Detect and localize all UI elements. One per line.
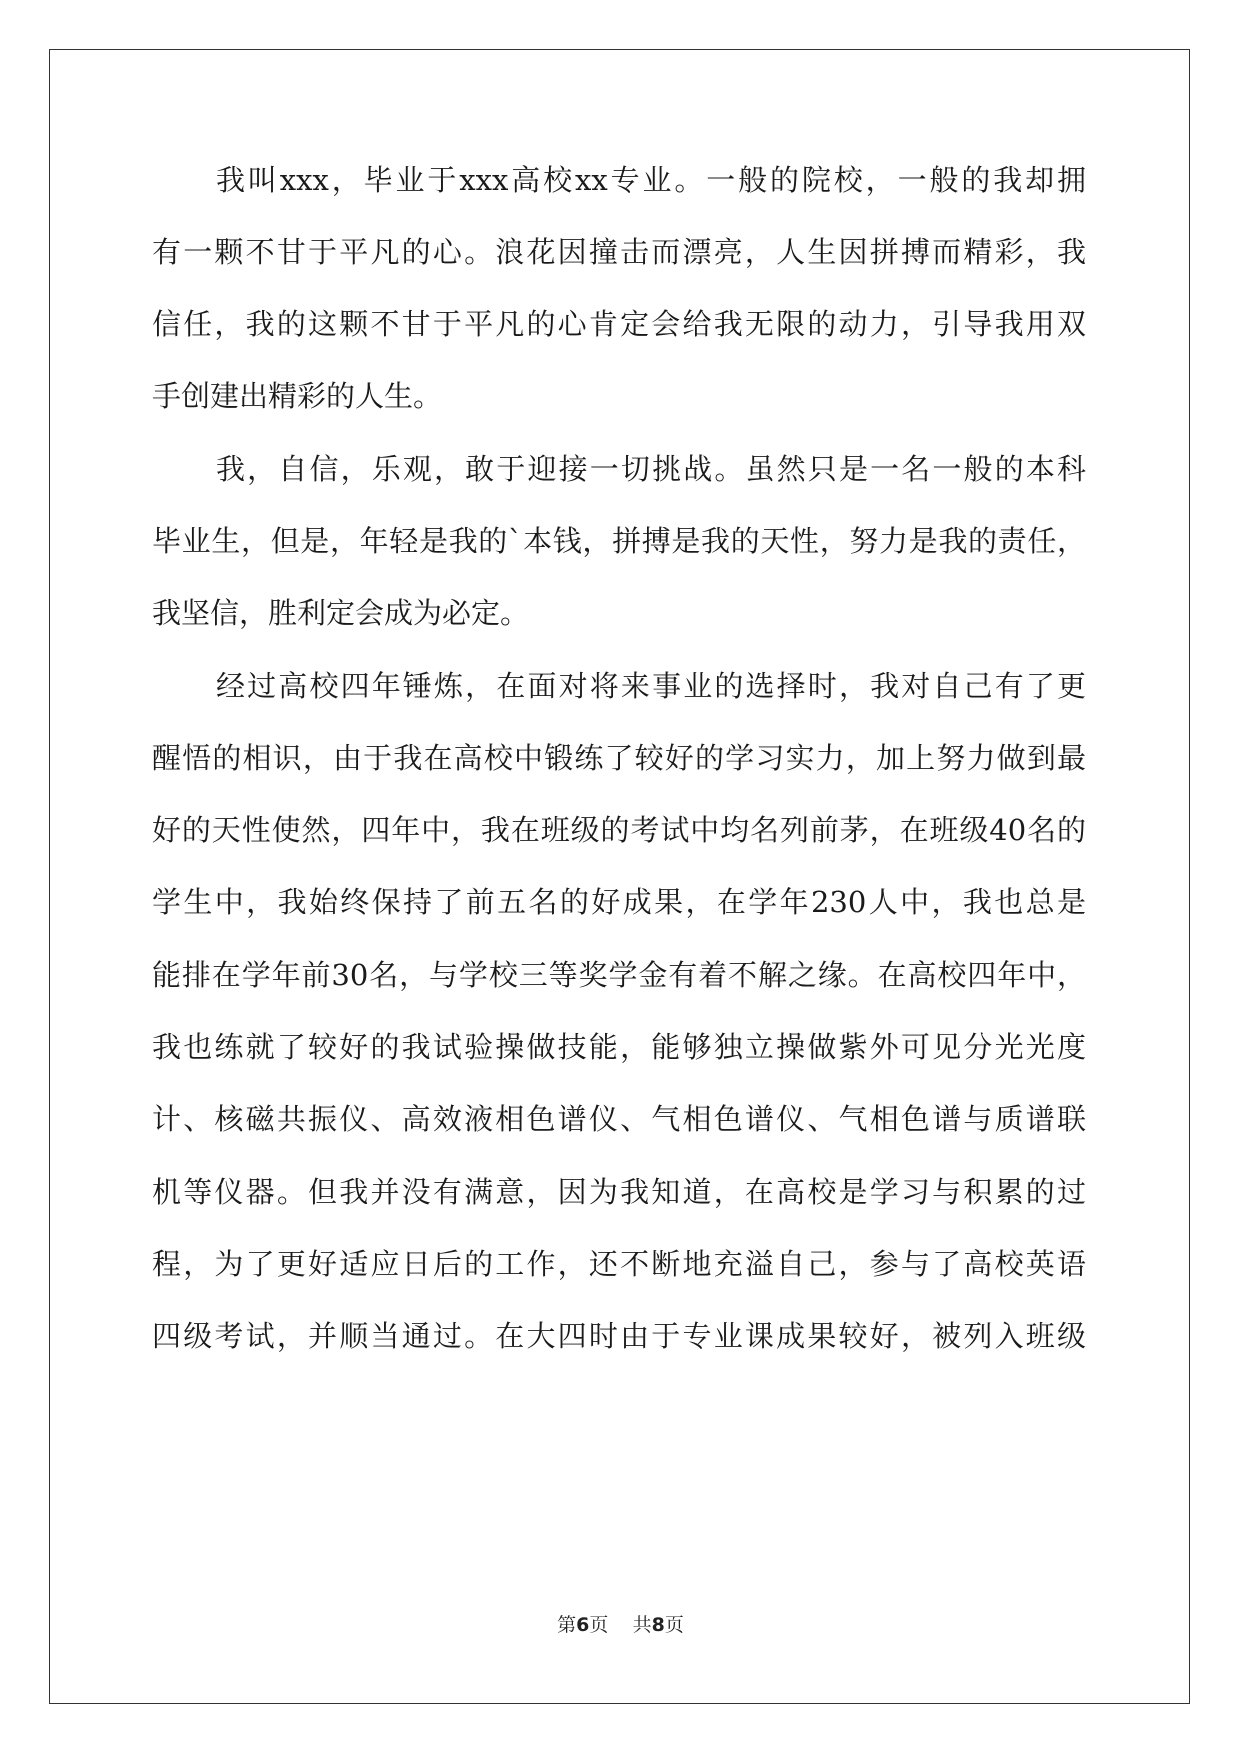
footer-total-pages: 8 bbox=[651, 1614, 665, 1636]
paragraph-1-line-1: 我叫xxx，毕业于xxx高校xx专业。一般的院校，一般的我却拥 bbox=[216, 163, 1086, 197]
footer-page-number: 6 bbox=[576, 1614, 590, 1636]
paragraph-3-line-2: 醒悟的相识，由于我在高校中锻练了较好的学习实力，加上努力做到最 bbox=[152, 741, 1086, 775]
paragraph-3-line-10: 四级考试，并顺当通过。在大四时由于专业课成果较好，被列入班级 bbox=[152, 1319, 1086, 1353]
footer-page-suffix: 页 bbox=[589, 1614, 609, 1636]
paragraph-1-line-4: 手创建出精彩的人生。 bbox=[152, 379, 443, 413]
page-footer bbox=[0, 1613, 1241, 1637]
page-border bbox=[49, 49, 1190, 1704]
paragraph-2-line-3: 我坚信，胜利定会成为必定。 bbox=[152, 596, 530, 630]
paragraph-3-line-1: 经过高校四年锤炼，在面对将来事业的选择时，我对自己有了更 bbox=[216, 669, 1086, 703]
paragraph-3-line-9: 程，为了更好适应日后的工作，还不断地充溢自己，参与了高校英语 bbox=[152, 1247, 1086, 1281]
footer-page-prefix: 第 bbox=[557, 1614, 577, 1636]
paragraph-3-line-6: 我也练就了较好的我试验操做技能，能够独立操做紫外可见分光光度 bbox=[152, 1030, 1086, 1064]
paragraph-2-line-1: 我，自信，乐观，敢于迎接一切挑战。虽然只是一名一般的本科 bbox=[216, 452, 1086, 486]
paragraph-3-line-4: 学生中，我始终保持了前五名的好成果，在学年230人中，我也总是 bbox=[152, 885, 1086, 919]
footer-total-suffix: 页 bbox=[664, 1614, 684, 1636]
paragraph-3-line-3: 好的天性使然，四年中，我在班级的考试中均名列前茅，在班级40名的 bbox=[152, 813, 1086, 847]
paragraph-3-line-7: 计、核磁共振仪、高效液相色谱仪、气相色谱仪、气相色谱与质谱联 bbox=[152, 1102, 1086, 1136]
paragraph-1-line-2: 有一颗不甘于平凡的心。浪花因撞击而漂亮，人生因拼搏而精彩，我 bbox=[152, 235, 1086, 269]
paragraph-2-line-2: 毕业生，但是，年轻是我的`本钱，拼搏是我的天性，努力是我的责任， bbox=[152, 524, 1086, 558]
footer-total-prefix: 共 bbox=[632, 1614, 652, 1636]
paragraph-3-line-5: 能排在学年前30名，与学校三等奖学金有着不解之缘。在高校四年中， bbox=[152, 958, 1086, 992]
paragraph-1-line-3: 信任，我的这颗不甘于平凡的心肯定会给我无限的动力，引导我用双 bbox=[152, 307, 1086, 341]
paragraph-3-line-8: 机等仪器。但我并没有满意，因为我知道，在高校是学习与积累的过 bbox=[152, 1175, 1086, 1209]
